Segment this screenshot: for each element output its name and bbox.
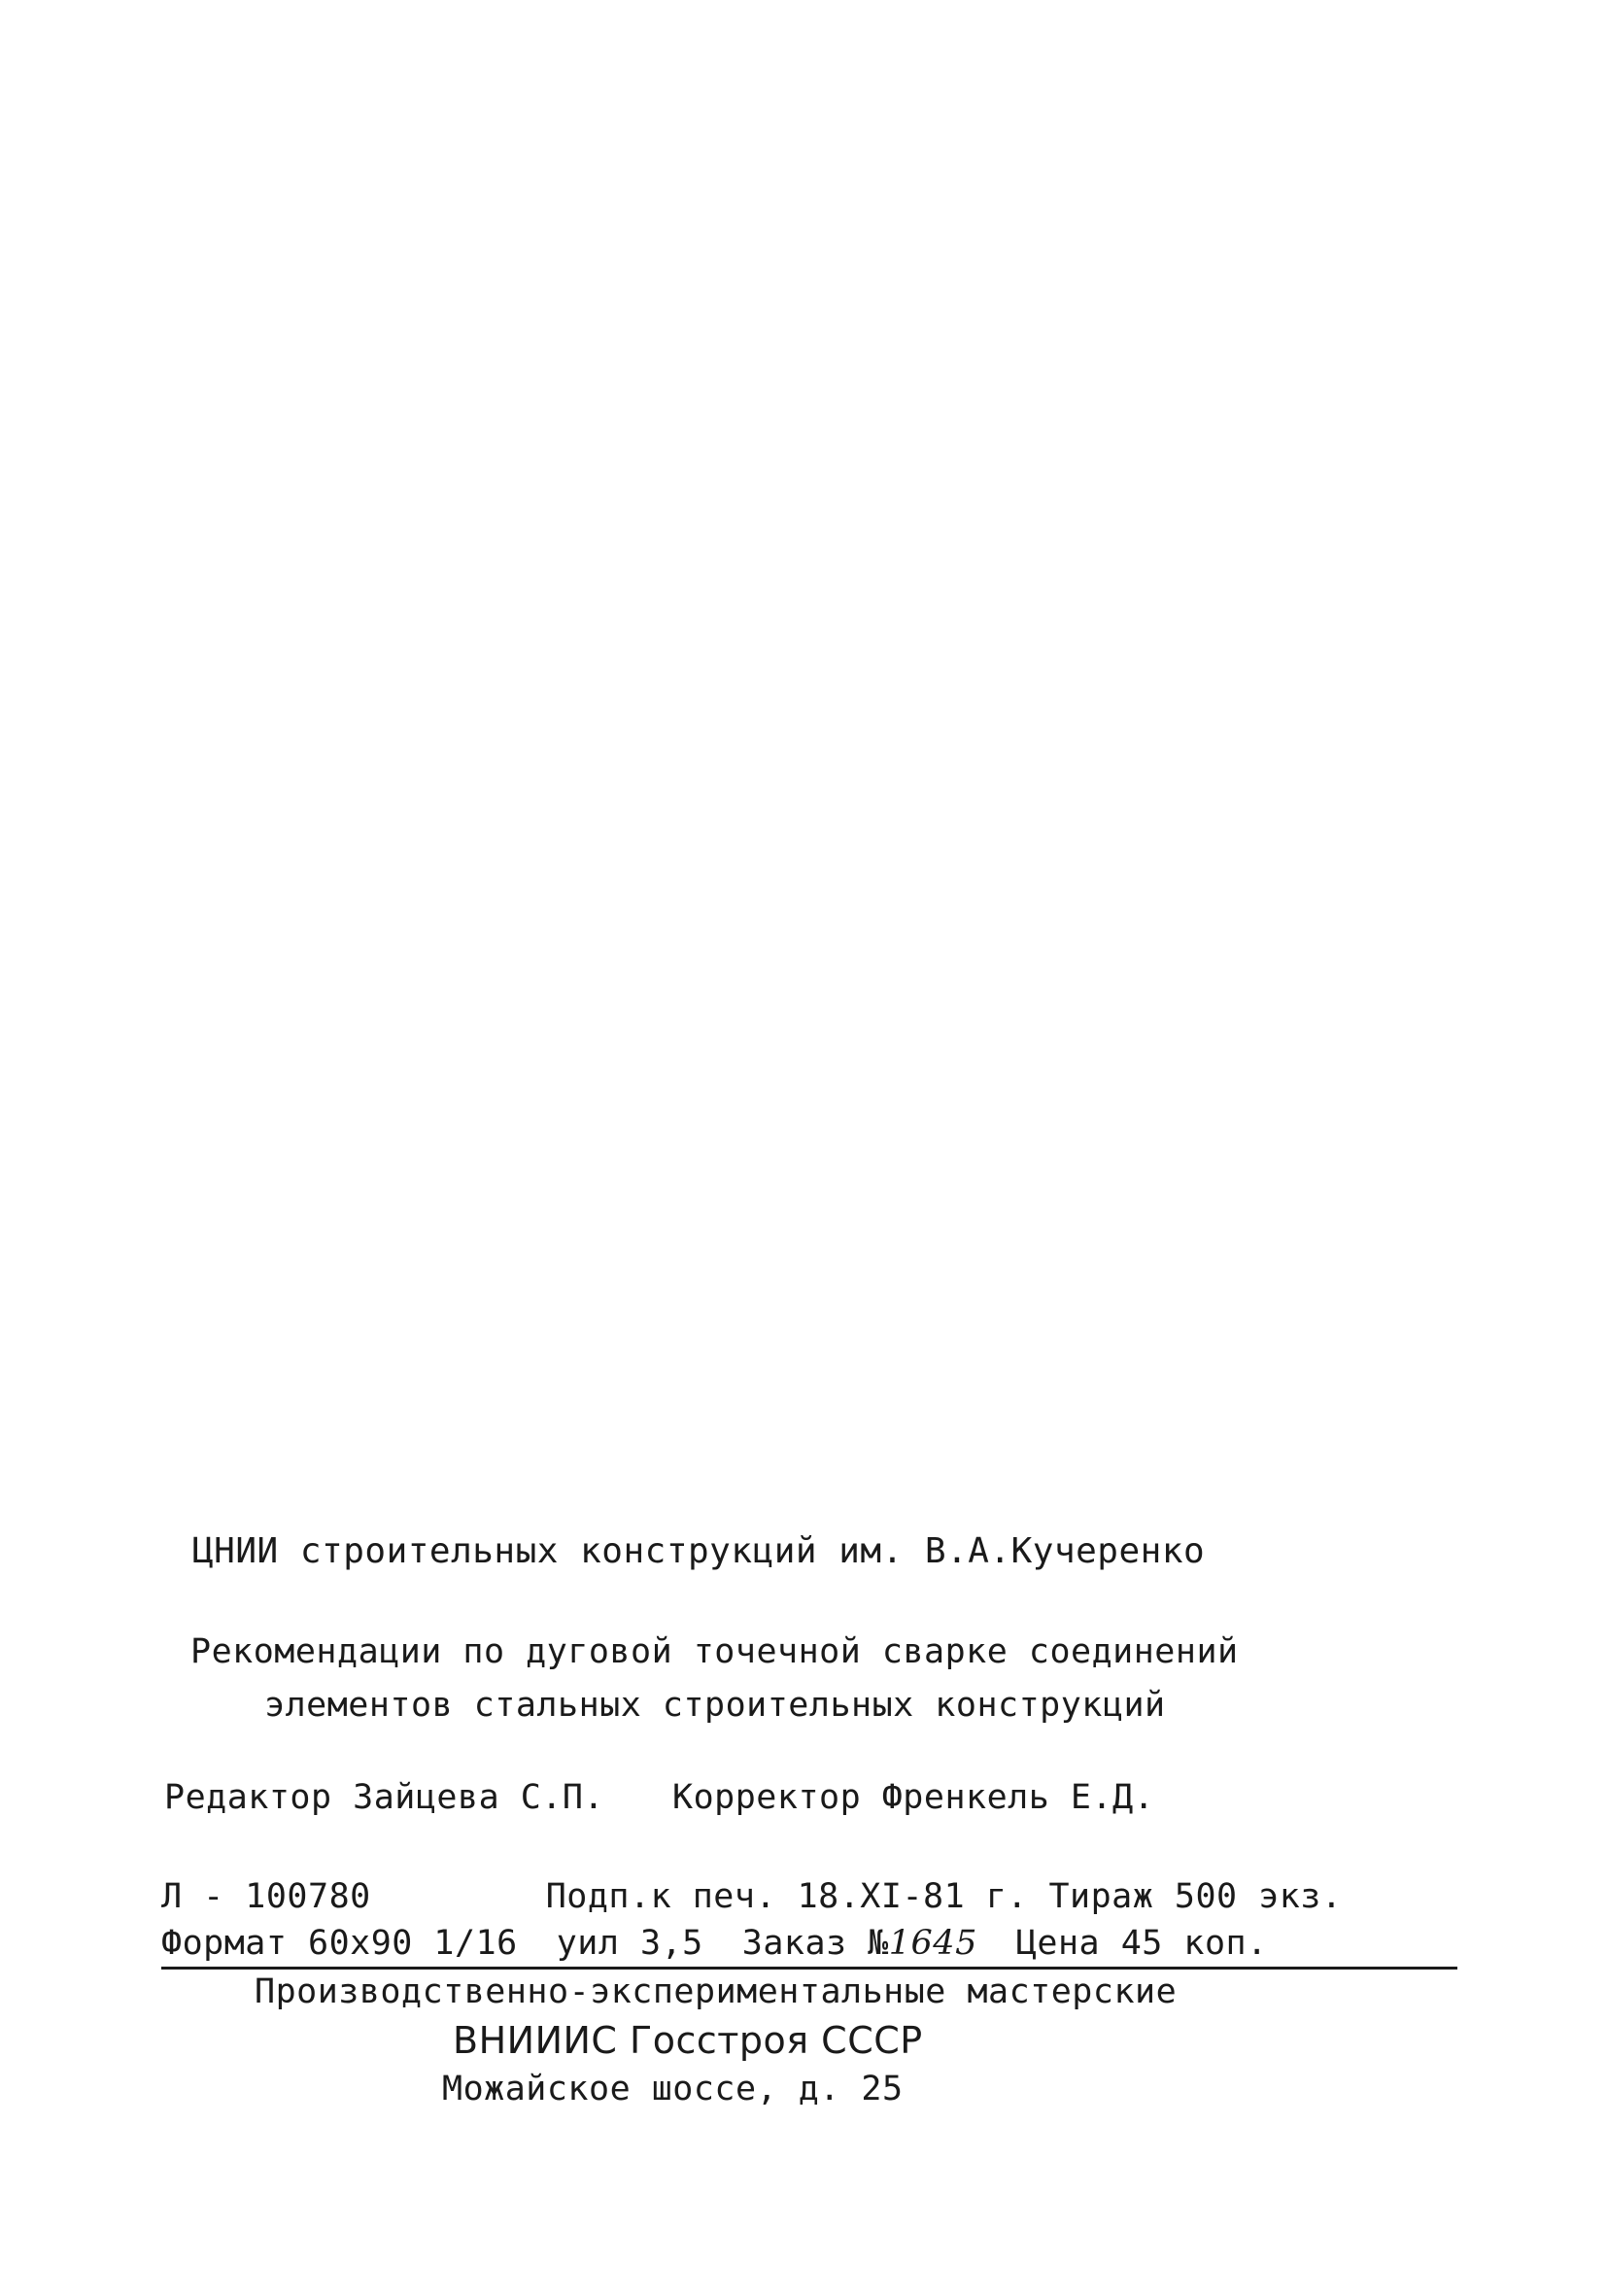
- sheets-info: уил 3,5: [556, 1924, 703, 1963]
- format-info: Формат 60х90 1/16: [161, 1924, 518, 1963]
- handwritten-order-number: 1645: [888, 1924, 977, 1963]
- license-number: Л - 100780: [161, 1877, 371, 1916]
- printer-name: Производственно-экспериментальные мастерские: [255, 1972, 1178, 2011]
- corrector-credit: Корректор Френкель Е.Д.: [672, 1778, 1155, 1817]
- imprint-line-2: [161, 1924, 1268, 1965]
- document-title-line-2: элементов стальных строительных конструкций: [264, 1686, 1166, 1725]
- order-label: Заказ №: [741, 1924, 889, 1963]
- printer-address: Можайское шоссе, д. 25: [442, 2070, 904, 2108]
- document-title-line-1: Рекомендации по дуговой точечной сварке соединений: [190, 1632, 1239, 1671]
- editor-credit: Редактор Зайцева С.П.: [164, 1778, 605, 1817]
- imprint-underline: [161, 1967, 1457, 1970]
- institute-name: ЦНИИ строительных конструкций им. В.А.Кучеренко: [192, 1531, 1206, 1571]
- price-info: Цена 45 коп.: [1015, 1924, 1268, 1963]
- signing-and-print-run: Подп.к печ. 18.XI-81 г. Тираж 500 экз.: [545, 1877, 1343, 1916]
- imprint-line-1: [161, 1877, 1342, 1916]
- printer-organization: ВНИИИС Госстроя СССР: [453, 2019, 923, 2062]
- staff-credits: [164, 1778, 1154, 1817]
